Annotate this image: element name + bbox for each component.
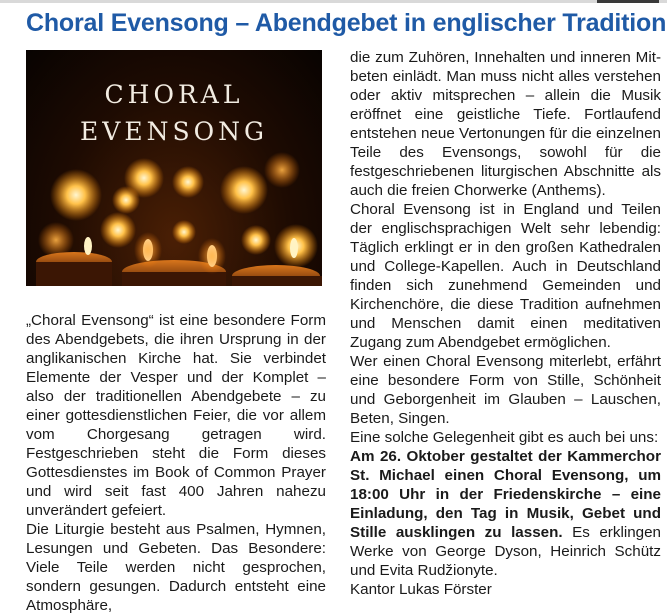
paragraph-liturgy: Die Liturgie besteht aus Psalmen, Hymnen, Lesungen und Gebeten. Das Besondere: Viele Teile werden nicht gesprochen, sondern gesungen. Dadurch entsteht eine Atmosphäre, (26, 521, 326, 614)
event-works: Es erklingen Werke von George Dyson, Heinrich Schütz und Evita Rudžionyte. (350, 524, 661, 579)
paragraph-event (350, 447, 661, 580)
paragraph-england: Choral Evensong ist in England und Teilen der englischsprachigen Welt sehr lebendig: Täglich erklingt er in den großen Kathedralen und College-Kapellen. Auch in Deutschland finden sich zunehmend Gemeinden und Kirchenchöre, die diese Tradition aufnehmen und Menschen damit einen meditativen Zugang zum Abendgebet ermöglichen. (350, 201, 661, 351)
top-rule-accent (597, 0, 659, 3)
paragraph-experience: Wer einen Choral Evensong miterlebt, erfährt eine besondere Form von Stille, Schönheit und Geborgenheit im Glauben – Lauschen, Beten, Singen. (350, 353, 661, 427)
paragraph-opportunity: Eine solche Gelegenheit gibt es auch bei uns: (350, 429, 659, 446)
photo-caption-text (26, 76, 322, 150)
paragraph-intro: „Choral Evensong“ ist eine besondere Form des Abendgebets, die ihren Ursprung in der anglikanischen Kirche hat. Sie verbindet Elemente der Vesper und der Komplet – also der traditionellen Abendgebete – zu einer gottesdienstlichen Feier, die vor allem vom Chorgesang getragen wird. Festgeschrieben steht die Form dieses Gottesdienstes im Book of Common Prayer und wird seit fast 400 Jahren nahezu unverändert gefeiert. (26, 312, 326, 519)
author-signature: Kantor Lukas Förster (350, 581, 492, 598)
paragraph-continued: die zum Zuhören, Innehalten und inneren Mitbeten einlädt. Man muss nicht alles verstehen oder aktiv mitsprechen – allein die Musik eröffnet eine geistliche Tiefe. Fortlaufend entstehen neue Vertonungen für die einzelnen Teile des Evensongs, sowohl für die festgeschriebenen liturgischen Abschnitte als auch die freien Chorwerke (Anthems). (350, 49, 661, 199)
top-rule (0, 0, 667, 3)
photo-line-1: CHORAL (104, 80, 244, 109)
photo-line-2: EVENSONG (80, 117, 268, 146)
right-column (350, 48, 661, 599)
candles-photo (26, 50, 322, 286)
left-column (26, 311, 326, 615)
event-announcement: Am 26. Oktober gestaltet der Kammerchor St. Michael einen Choral Evensong, um 18:00 Uhr in der Friedenskirche – eine Einladung, den Tag in Musik, Gebet und Stille ausklingen zu lassen. (350, 448, 661, 541)
article-title: Choral Evensong – Abendgebet in englischer Tradition (26, 9, 667, 37)
